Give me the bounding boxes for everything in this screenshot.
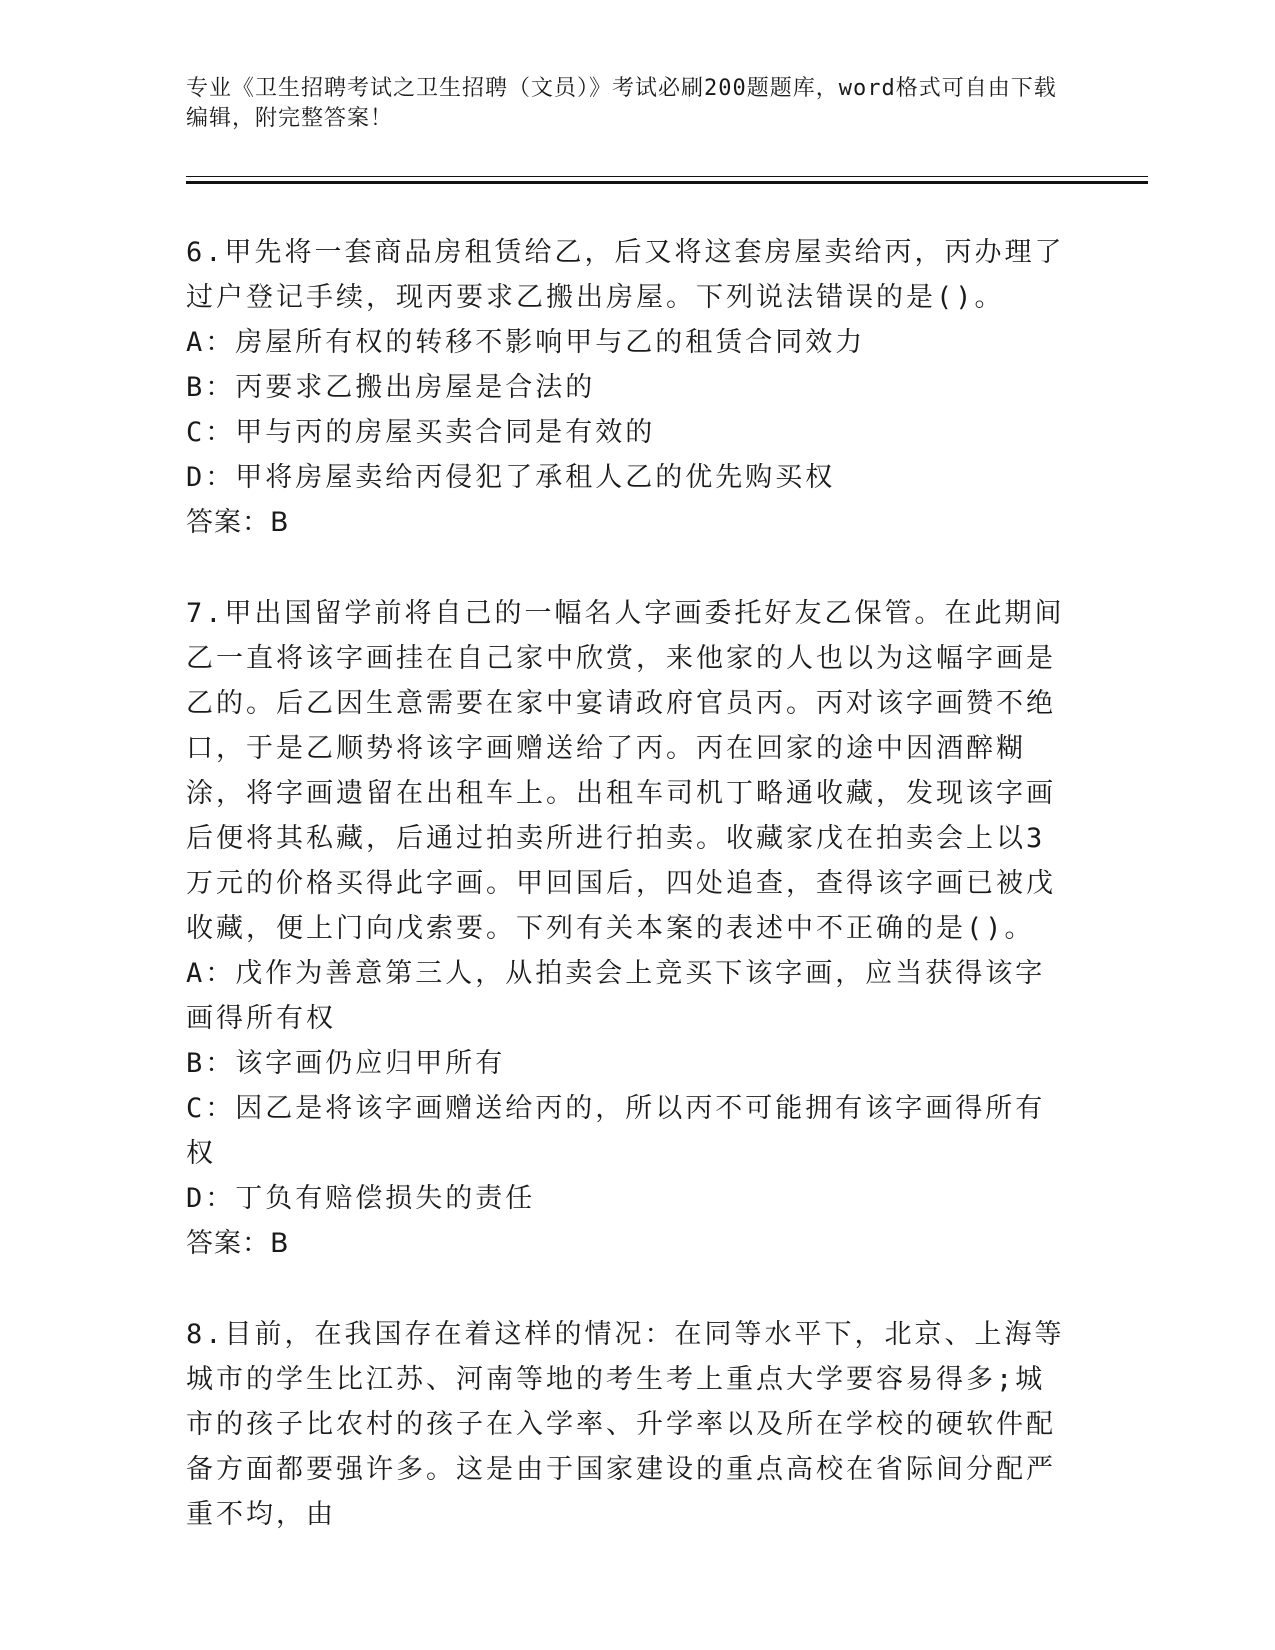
question-7 bbox=[186, 591, 1066, 1266]
question-text: 8.目前，在我国存在着这样的情况：在同等水平下，北京、上海等城市的学生比江苏、河南等地的考生考上重点大学要容易得多;城市的孩子比农村的孩子在入学率、升学率以及所在学校的硬软件配备方面都要强许多。这是由于国家建设的重点高校在省际间分配严重不均，由 bbox=[186, 1319, 1065, 1530]
question-text: 7.甲出国留学前将自己的一幅名人字画委托好友乙保管。在此期间乙一直将该字画挂在自己家中欣赏，来他家的人也以为这幅字画是乙的。后乙因生意需要在家中宴请政府官员丙。丙对该字画赞不绝口，于是乙顺势将该字画赠送给了丙。丙在回家的途中因酒醉糊涂，将字画遗留在出租车上。出租车司机丁略通收藏，发现该字画后便将其私藏，后通过拍卖所进行拍卖。收藏家戊在拍卖会上以3万元的价格买得此字画。甲回国后，四处追查，查得该字画已被戊收藏，便上门向戊索要。下列有关本案的表述中不正确的是()。 bbox=[186, 598, 1065, 944]
option-d: D：丁负有赔偿损失的责任 bbox=[186, 1183, 536, 1214]
header-divider-thick bbox=[186, 181, 1148, 184]
document-header: 专业《卫生招聘考试之卫生招聘（文员）》考试必刷200题题库，word格式可自由下载编辑，附完整答案！ bbox=[186, 76, 1057, 131]
answer: 答案：B bbox=[186, 507, 290, 538]
option-d: D：甲将房屋卖给丙侵犯了承租人乙的优先购买权 bbox=[186, 462, 836, 493]
header-divider-thin bbox=[186, 176, 1148, 177]
question-list bbox=[186, 230, 1066, 1583]
question-6 bbox=[186, 230, 1066, 545]
option-a: A：房屋所有权的转移不影响甲与乙的租赁合同效力 bbox=[186, 327, 866, 358]
option-a: A：戊作为善意第三人，从拍卖会上竞买下该字画，应当获得该字画得所有权 bbox=[186, 958, 1046, 1034]
option-c: C：甲与丙的房屋买卖合同是有效的 bbox=[186, 417, 656, 448]
question-text: 6.甲先将一套商品房租赁给乙，后又将这套房屋卖给丙，丙办理了过户登记手续，现丙要求乙搬出房屋。下列说法错误的是()。 bbox=[186, 237, 1065, 313]
question-8 bbox=[186, 1312, 1066, 1537]
answer: 答案：B bbox=[186, 1228, 290, 1259]
option-b: B：该字画仍应归甲所有 bbox=[186, 1048, 506, 1079]
option-c: C：因乙是将该字画赠送给丙的，所以丙不可能拥有该字画得所有权 bbox=[186, 1093, 1046, 1169]
option-b: B：丙要求乙搬出房屋是合法的 bbox=[186, 372, 596, 403]
